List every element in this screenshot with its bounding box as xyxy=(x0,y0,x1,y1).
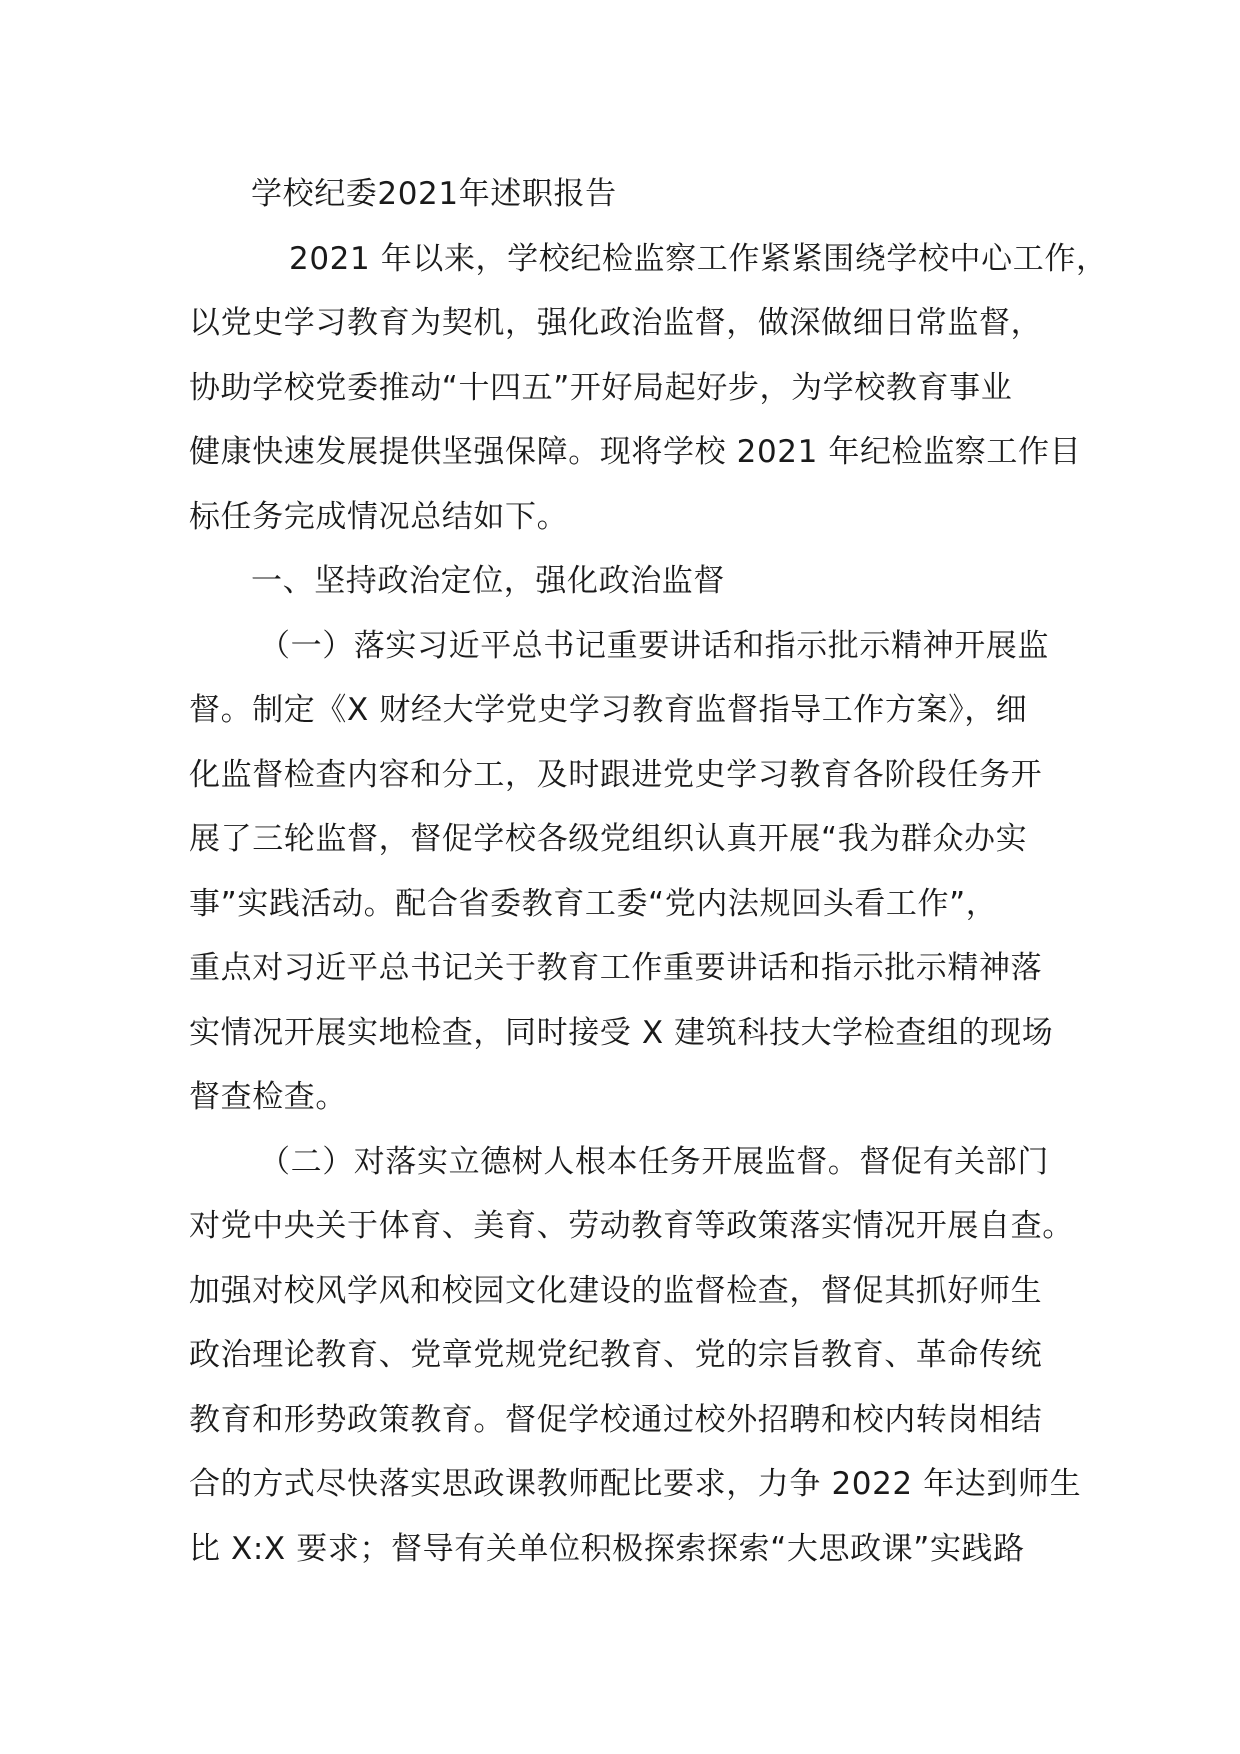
intro-line-2: 以党史学习教育为契机，强化政治监督，做深做细日常监督， xyxy=(189,305,1043,341)
subsection-1-line-1: （一）落实习近平总书记重要讲话和指示批示精神开展监 xyxy=(259,627,1049,664)
document-title: 学校纪委2021年述职报告 xyxy=(251,176,617,212)
subsection-1-line-8: 督查检查。 xyxy=(189,1079,347,1115)
document-body xyxy=(189,162,1108,1581)
intro-line-5: 标任务完成情况总结如下。 xyxy=(189,498,569,535)
subsection-1-line-6: 重点对习近平总书记关于教育工作重要讲话和指示批示精神落 xyxy=(189,950,1043,986)
intro-line-3: 协助学校党委推动“十四五”开好局起好步，为学校教育事业 xyxy=(189,369,1013,406)
section-1-heading: 一、坚持政治定位，强化政治监督 xyxy=(251,563,725,599)
subsection-2-line-3: 加强对校风学风和校园文化建设的监督检查，督促其抓好师生 xyxy=(189,1272,1043,1309)
subsection-2-line-2: 对党中央关于体育、美育、劳动教育等政策落实情况开展自查。 xyxy=(189,1208,1074,1244)
subsection-2-line-5: 教育和形势政策教育。督促学校通过校外招聘和校内转岗相结 xyxy=(189,1401,1043,1438)
subsection-1-line-3: 化监督检查内容和分工，及时跟进党史学习教育各阶段任务开 xyxy=(189,756,1043,793)
subsection-2-line-4: 政治理论教育、党章党规党纪教育、党的宗旨教育、革命传统 xyxy=(189,1337,1043,1373)
intro-line-4: 健康快速发展提供坚强保障。现将学校 2021 年纪检监察工作目 xyxy=(189,434,1082,470)
subsection-1-line-7: 实情况开展实地检查，同时接受 X 建筑科技大学检查组的现场 xyxy=(189,1014,1054,1051)
subsection-1-line-4: 展了三轮监督，督促学校各级党组织认真开展“我为群众办实 xyxy=(189,821,1028,857)
subsection-1-line-5: 事”实践活动。配合省委教育工委“党内法规回头看工作”， xyxy=(189,885,998,922)
subsection-2-line-6: 合的方式尽快落实思政课教师配比要求，力争 2022 年达到师生 xyxy=(189,1466,1082,1502)
subsection-2-line-1: （二）对落实立德树人根本任务开展监督。督促有关部门 xyxy=(259,1143,1049,1180)
subsection-2-line-7: 比 X:X 要求；督导有关单位积极探索探索“大思政课”实践路 xyxy=(189,1530,1025,1567)
intro-line-1: 2021 年以来，学校纪检监察工作紧紧围绕学校中心工作， xyxy=(289,240,1108,277)
subsection-1-line-2: 督。制定《X 财经大学党史学习教育监督指导工作方案》，细 xyxy=(189,692,1028,728)
